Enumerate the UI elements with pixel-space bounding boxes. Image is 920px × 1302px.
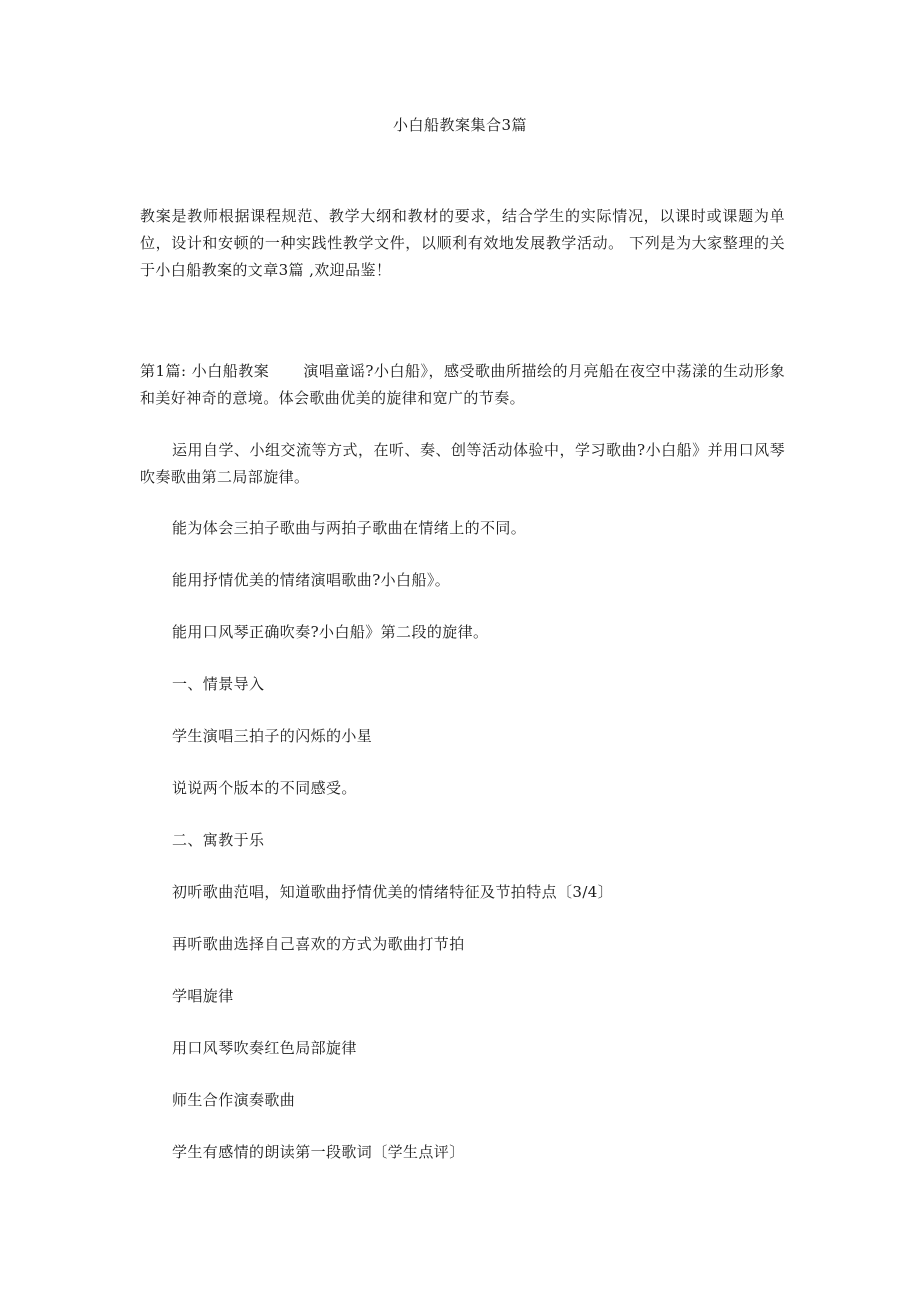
paragraph-line: 初听歌曲范唱，知道歌曲抒情优美的情绪特征及节拍特点〔3/4〕 [172, 883, 614, 901]
paragraph-line: 用口风琴吹奏红色局部旋律 [172, 1039, 357, 1057]
paragraph-line: 师生合作演奏歌曲 [172, 1091, 296, 1109]
paragraph-line: 学生有感情的朗读第一段歌词〔学生点评〕 [172, 1143, 465, 1161]
section-heading: 二、寓教于乐 [172, 831, 265, 849]
paragraph-line: 能为体会三拍子歌曲与两拍子歌曲在情绪上的不同。 [172, 519, 527, 537]
paragraph-line: 学生演唱三拍子的闪烁的小星 [172, 727, 373, 745]
paragraph-line: 学唱旋律 [172, 987, 234, 1005]
paragraph-line: 再听歌曲选择自己喜欢的方式为歌曲打节拍 [172, 935, 465, 953]
document-title: 小白船教案集合3篇 [392, 116, 528, 134]
section-heading: 一、情景导入 [172, 675, 265, 693]
section-1-heading: 第1篇: 小白船教案 [140, 362, 270, 380]
section-1-first-paragraph-text: 演唱童谣?小白船》，感受歌曲所描绘的月亮船在夜空中荡漾的生动形象和美好神奇的意境。体会歌曲优美的旋律和宽广的节奏。 [140, 362, 785, 407]
intro-paragraph: 教案是教师根据课程规范、教学大纲和教材的要求，结合学生的实际情况，以课时或课题为单位，设计和安顿的一种实践性教学文件，以顺利有效地发展教学活动。 下列是为大家整理的关于小白船教案的文章3篇 ,欢迎品鉴！ [140, 207, 785, 279]
paragraph-line: 能用抒情优美的情绪演唱歌曲?小白船》。 [172, 571, 451, 589]
section-1-second-paragraph: 运用自学、小组交流等方式，在听、奏、创等活动体验中，学习歌曲?小白船》并用口风琴吹奏歌曲第二局部旋律。 [140, 441, 785, 486]
section-1-first-paragraph [140, 358, 785, 412]
paragraph-line: 说说两个版本的不同感受。 [172, 779, 357, 797]
paragraph-line: 能用口风琴正确吹奏?小白船》第二段的旋律。 [172, 623, 489, 641]
